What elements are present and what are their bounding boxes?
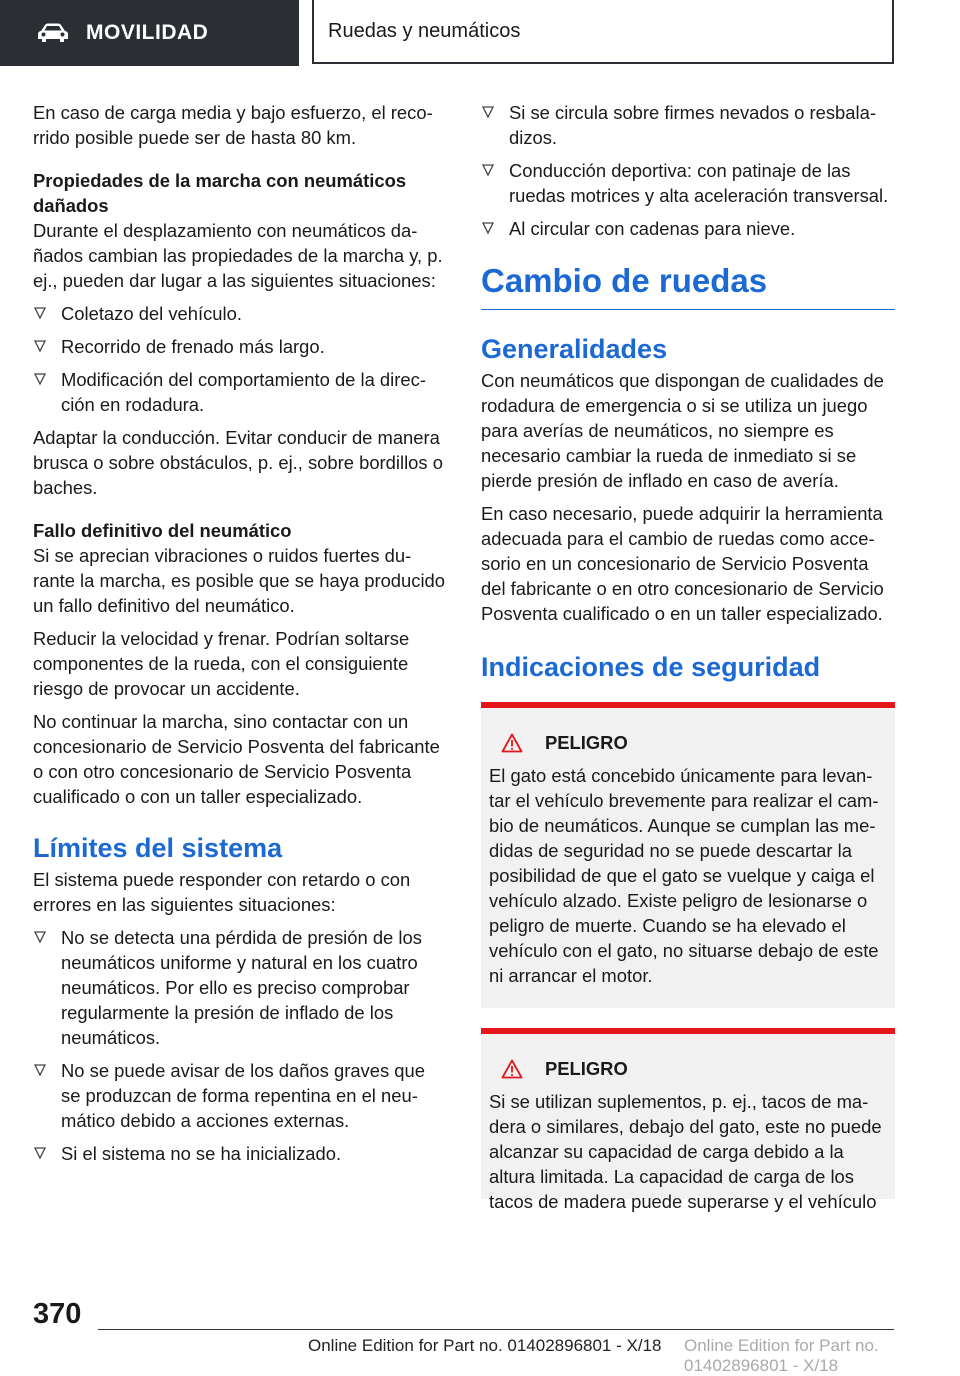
triangle-bullet-icon	[481, 104, 495, 120]
triangle-bullet-icon	[33, 1062, 47, 1078]
right-column	[481, 100, 895, 1212]
chapter-tab	[312, 0, 894, 64]
triangle-bullet-icon	[33, 1145, 47, 1161]
paragraph-failure-2: Reducir la velocidad y frenar. Podrían soltarse componentes de la rueda, con el consiguiente riesgo de provocar un accidente.	[33, 628, 410, 699]
danger-label: PELIGRO	[545, 732, 628, 753]
paragraph-damaged-tires: Durante el desplazamiento con neumáticos dañados cambian las propiedades de la marcha y, p. ej., pueden dar lugar a las siguientes situaciones:	[33, 220, 443, 291]
warning-triangle-icon	[501, 1059, 523, 1079]
triangle-bullet-icon	[481, 220, 495, 236]
list-item: No se puede avisar de los daños graves que se produzcan de forma repentina en el neumático debido a acciones externas.	[33, 1058, 445, 1133]
danger-box-jack	[481, 702, 895, 1008]
list-limit-situations	[33, 925, 445, 1166]
page-number: 370	[33, 1298, 82, 1330]
list-limit-situations-continued	[481, 100, 895, 241]
footer-rule	[98, 1329, 894, 1330]
danger-box-supports	[481, 1028, 895, 1212]
paragraph-general-1: Con neumáticos que dispongan de cualidades de rodadura de emergencia o si se utiliza un juego para averías de neumáticos, no siempre es necesario cambiar la rueda de inmediato si se pierde presión de inflado en caso de avería.	[481, 370, 884, 491]
left-column	[33, 100, 445, 1174]
list-damaged-effects	[33, 301, 445, 417]
list-item: Al circular con cadenas para nieve.	[481, 216, 895, 241]
heading-safety: Indicaciones de seguridad	[481, 652, 821, 682]
triangle-bullet-icon	[33, 929, 47, 945]
section-tab	[0, 0, 299, 66]
list-item: Si el sistema no se ha inicializado.	[33, 1141, 445, 1166]
danger-title	[501, 1056, 887, 1081]
footer-edition: Online Edition for Part no. 01402896801 - X/18	[308, 1336, 662, 1355]
list-item: Conducción deportiva: con patinaje de las ruedas motrices y alta aceleración transversal.	[481, 158, 895, 208]
triangle-bullet-icon	[481, 162, 495, 178]
paragraph-failure-3: No continuar la marcha, sino contactar con un concesionario de Servicio Posventa del fabricante o con otro concesionario de Servicio Posventa cualificado o con un taller especializado.	[33, 711, 440, 807]
list-item: Si se circula sobre firmes nevados o resbaladizos.	[481, 100, 895, 150]
triangle-bullet-icon	[33, 305, 47, 321]
triangle-bullet-icon	[33, 338, 47, 354]
danger-text: El gato está concebido únicamente para levantar el vehículo brevemente para realizar el cambio de neumáticos. Aunque se cumplan las medidas de seguridad no se puede descartar la posibilidad de que el gato se vuelque y caiga el vehículo alzado. Existe peligro de lesionarse o peligro de muerte. Cuando se ha elevado el vehículo con el gato, no situarse debajo de este ni arrancar el motor.	[489, 765, 879, 986]
section-title: MOVILIDAD	[86, 21, 209, 44]
heading-general: Generalidades	[481, 334, 668, 364]
subheading-damaged-tires: Propiedades de la marcha con neumáticos dañados	[33, 170, 407, 216]
paragraph-system-limits: El sistema puede responder con retardo o con errores en las siguientes situaciones:	[33, 869, 411, 915]
subheading-tire-failure: Fallo definitivo del neumático	[33, 520, 292, 541]
list-item: Recorrido de frenado más largo.	[33, 334, 445, 359]
list-item: No se detecta una pérdida de presión de los neumáticos uniforme y natural en los cuatro neumáticos. Por ello es preciso comprobar regularmente la presión de inflado de los neumáticos.	[33, 925, 445, 1050]
danger-label: PELIGRO	[545, 1058, 628, 1079]
heading-system-limits: Límites del sistema	[33, 833, 283, 863]
car-icon	[36, 22, 70, 44]
paragraph-general-2: En caso necesario, puede adquirir la herramienta adecuada para el cambio de ruedas como accesorio en un concesionario de Servicio Posventa del fabricante o en otro concesionario de Servicio Posventa cualificado o en un taller especializado.	[481, 503, 884, 624]
danger-title	[501, 730, 887, 755]
triangle-bullet-icon	[33, 371, 47, 387]
danger-text: Si se utilizan suplementos, p. ej., tacos de madera o similares, debajo del gato, este no puede alcanzar su capacidad de carga debido a la altura limitada. La capacidad de carga de los tacos de madera puede superarse y el vehículo	[489, 1091, 882, 1212]
footer-watermark: Online Edition for Part no. 01402896801 - X/18	[684, 1336, 879, 1375]
paragraph-adapt-driving: Adaptar la conducción. Evitar conducir de manera brusca o sobre obstáculos, p. ej., sobre bordillos o baches.	[33, 427, 443, 498]
list-item: Modificación del comportamiento de la dirección en rodadura.	[33, 367, 445, 417]
warning-triangle-icon	[501, 733, 523, 753]
paragraph-failure-1: Si se aprecian vibraciones o ruidos fuertes durante la marcha, es posible que se haya producido un fallo definitivo del neumático.	[33, 545, 446, 616]
list-item: Coletazo del vehículo.	[33, 301, 445, 326]
paragraph-range: En caso de carga media y bajo esfuerzo, el recorrido posible puede ser de hasta 80 km.	[33, 102, 433, 148]
chapter-title: Ruedas y neumáticos	[328, 19, 521, 42]
heading-wheel-change: Cambio de ruedas	[481, 261, 895, 310]
